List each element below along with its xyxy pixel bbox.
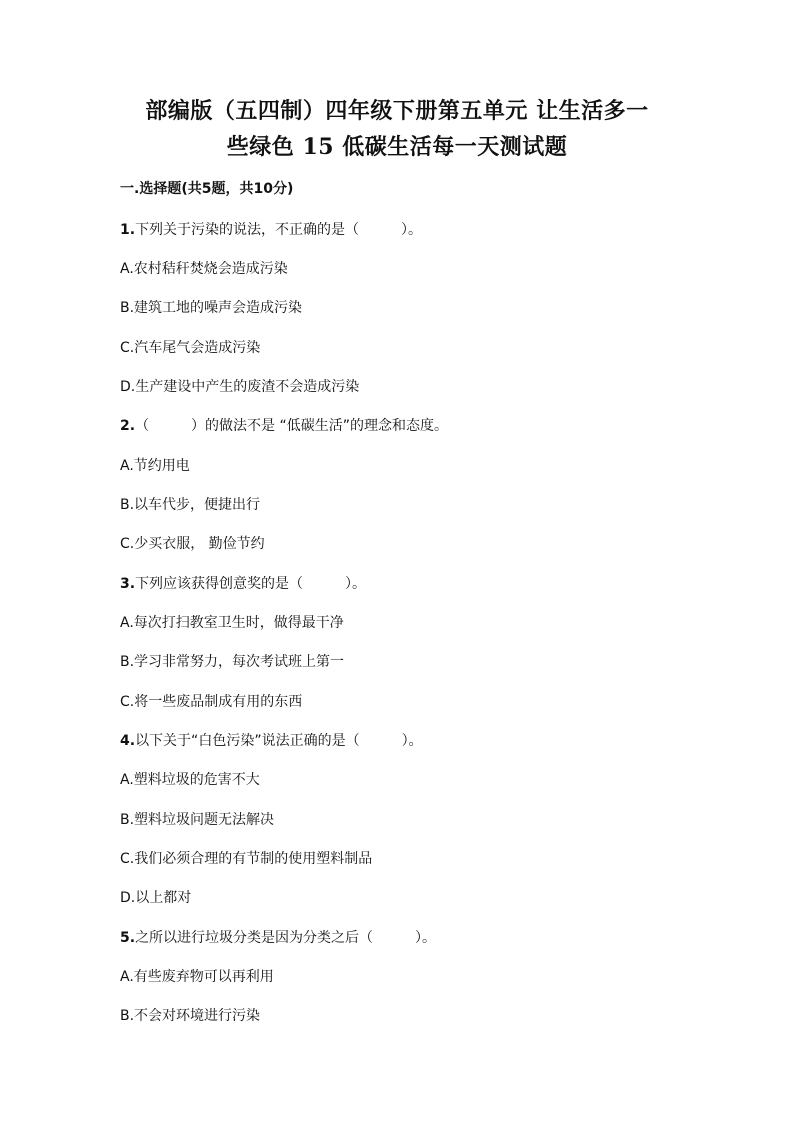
document-title-line-1: 部编版（五四制）四年级下册第五单元 让生活多一 [145, 98, 649, 124]
question-1 [120, 219, 422, 239]
question-1-option-a: A.农村秸秆焚烧会造成污染 [120, 261, 288, 277]
question-2 [120, 415, 448, 435]
question-3-option-c: C.将一些废品制成有用的东西 [120, 694, 303, 710]
question-number: 2. [120, 418, 136, 434]
question-stem: 之所以进行垃圾分类是因为分类之后（ ）。 [135, 930, 437, 946]
question-stem: 下列应该获得创意奖的是（ ）。 [135, 576, 367, 592]
question-4 [120, 730, 423, 750]
question-4-option-c: C.我们必须合理的有节制的使用塑料制品 [120, 851, 373, 867]
question-3-option-a: A.每次打扫教室卫生时，做得最干净 [120, 615, 344, 631]
question-4-option-b: B.塑料垃圾问题无法解决 [120, 812, 275, 828]
document-title-line-2: 些绿色 15 低碳生活每一天测试题 [226, 134, 568, 160]
question-stem: 以下关于“白色污染”说法正确的是（ ）。 [135, 733, 423, 749]
question-stem: 下列关于污染的说法，不正确的是（ ）。 [135, 222, 423, 238]
question-5 [120, 927, 436, 947]
question-5-option-a: A.有些废弃物可以再利用 [120, 969, 274, 985]
question-number: 1. [120, 222, 136, 238]
question-2-option-c: C.少买衣服， 勤俭节约 [120, 536, 265, 552]
question-stem: （ ）的做法不是 “低碳生活”的理念和态度。 [135, 418, 449, 434]
question-4-option-a: A.塑料垃圾的危害不大 [120, 772, 260, 788]
question-5-option-b: B.不会对环境进行污染 [120, 1008, 261, 1024]
question-1-option-d: D.生产建设中产生的废渣不会造成污染 [120, 379, 360, 395]
question-1-option-b: B.建筑工地的噪声会造成污染 [120, 300, 303, 316]
section-heading: 一.选择题(共5题，共10分) [120, 181, 294, 197]
question-3 [120, 573, 366, 593]
question-number: 3. [120, 576, 136, 592]
question-2-option-a: A.节约用电 [120, 458, 190, 474]
question-3-option-b: B.学习非常努力，每次考试班上第一 [120, 654, 345, 670]
question-number: 4. [120, 733, 136, 749]
question-4-option-d: D.以上都对 [120, 890, 192, 906]
question-2-option-b: B.以车代步，便捷出行 [120, 497, 261, 513]
question-1-option-c: C.汽车尾气会造成污染 [120, 340, 261, 356]
question-number: 5. [120, 930, 136, 946]
